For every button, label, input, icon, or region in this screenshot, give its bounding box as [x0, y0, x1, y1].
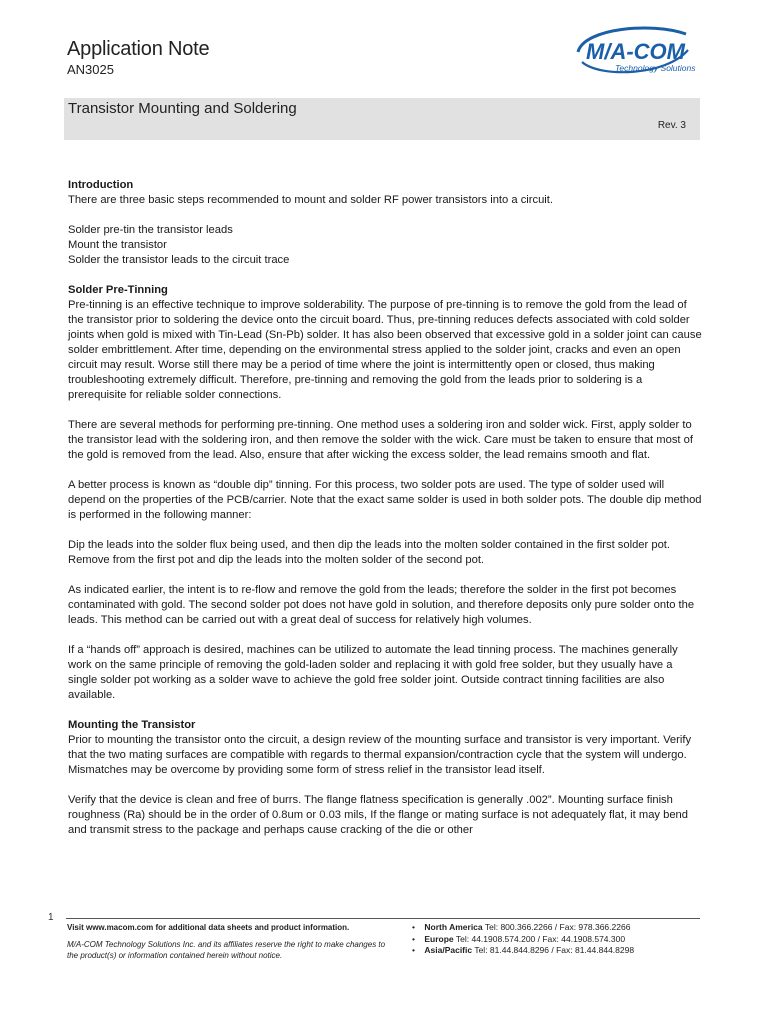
contact-details: Tel: 81.44.844.8296 / Fax: 81.44.844.8298: [474, 945, 635, 955]
bullet-icon: •: [412, 922, 415, 932]
revision-label: Rev. 3: [657, 120, 686, 131]
intro-paragraph: There are three basic steps recommended to mount and solder RF power transistors into a circuit.: [68, 194, 554, 206]
document-number: AN3025: [67, 62, 114, 77]
list-item: Mount the transistor: [68, 239, 167, 251]
bullet-icon: •: [412, 933, 415, 944]
contact-region: Asia/Pacific: [424, 945, 473, 955]
paragraph: If a “hands off” approach is desired, machines can be utilized to automate the lead tinning process. The machines generally work on the same principle of removing the gold-laden solder and replacing it with gold free solder, but they usually have a single solder pot working as a solder wave to achieve the gold free solder joint. Outside contract tinning facilities are also available.: [68, 644, 678, 701]
contact-item: [412, 934, 712, 946]
contact-region: Europe: [424, 933, 454, 944]
paragraph: Verify that the device is clean and free of burrs. The flange flatness specification is generally .002”. Mounting surface finish roughness (Ra) should be in the order of 0.8um or 0.03 mils, If the flange or mating surface is not adequately flat, it may bend and transmit stress to the package and perhaps cause cracking of the die or other: [68, 794, 689, 836]
paragraph: Dip the leads into the solder flux being used, and then dip the leads into the molten solder contained in the first solder pot. Remove from the first pot and dip the leads into the molten solder of the second pot.: [68, 539, 671, 566]
section-heading-mounting: Mounting the Transistor: [68, 719, 196, 731]
bullet-icon: •: [412, 945, 415, 955]
page-number: 1: [48, 912, 54, 923]
section-heading-introduction: Introduction: [68, 179, 134, 191]
list-item: Solder pre-tin the transistor leads: [68, 224, 233, 236]
contact-item: [412, 922, 712, 934]
paragraph: As indicated earlier, the intent is to re-flow and remove the gold from the leads; therefore the solder in the first pot becomes contaminated with gold. The second solder pot does not have gold in solution, and therefore deposits only pure solder onto the leads. This method can be carried out with a great deal of success for relatively high volumes.: [68, 584, 695, 626]
contact-details: Tel: 800.366.2266 / Fax: 978.366.2266: [484, 922, 631, 932]
paragraph: Prior to mounting the transistor onto the circuit, a design review of the mounting surface and transistor is very important. Verify that the two mating surfaces are compatible with regards to thermal expansion/contraction cycle that the system will undergo. Mismatches may be overcome by providing some form of stress relief in the transistor lead itself.: [68, 734, 692, 776]
logo-tagline: Technology Solutions: [615, 63, 696, 73]
logo-wordmark: M/A-COM: [586, 39, 685, 64]
footer-disclaimer: M/A-COM Technology Solutions Inc. and its affiliates reserve the right to make changes to the product(s) or information contained herein without notice.: [67, 940, 386, 960]
footer-left: [67, 922, 397, 961]
contact-list: [412, 922, 712, 957]
document-body: [68, 178, 702, 853]
section-heading-pretinning: Solder Pre-Tinning: [68, 284, 168, 296]
contact-item: [412, 945, 712, 957]
document-type: Application Note: [67, 38, 210, 60]
macom-logo: [560, 22, 700, 82]
paragraph: There are several methods for performing pre-tinning. One method uses a soldering iron and solder wick. First, apply solder to the transistor lead with the soldering iron, and then remove the solder with the wick. Care must be taken to ensure that most of the gold is removed from the lead. Also, ensure that after wicking the excess solder, the lead remains smooth and flat.: [68, 419, 693, 461]
list-item: Solder the transistor leads to the circuit trace: [68, 254, 290, 266]
steps-list: [68, 223, 702, 268]
contact-details: Tel: 44.1908.574.200 / Fax: 44.1908.574.300: [455, 933, 626, 944]
paragraph: A better process is known as “double dip” tinning. For this process, two solder pots are used. The type of solder used will depend on the properties of the PCB/carrier. Note that the exact same solder is used in both solder pots. The double dip method is performed in the following manner:: [68, 479, 702, 521]
paragraph: Pre-tinning is an effective technique to improve solderability. The purpose of pre-tinning is to remove the gold from the lead of the transistor prior to soldering the device onto the circuit board. Thus, pre-tinning reduces defects associated with cold solder joints when gold is mixed with Tin-Lead (Sn-Pb) solder. It has also been observed that excessive gold in a solder joint can cause solder embrittlement. After time, depending on the environmental stress applied to the solder joint, cracks and even an open circuit may result. Worse still there may be a period of time where the joint is intermittently open or closed, thus making troubleshooting extremely difficult. Therefore, pre-tinning and removing the gold from the leads prior to soldering is a prerequisite for reliable solder connections.: [68, 299, 702, 401]
title-bar: [64, 98, 700, 140]
footer-visit-text: Visit www.macom.com for additional data sheets and product information.: [67, 923, 350, 932]
document-title: Transistor Mounting and Soldering: [68, 100, 297, 117]
contact-region: North America: [424, 922, 483, 932]
footer-divider: [66, 918, 700, 919]
